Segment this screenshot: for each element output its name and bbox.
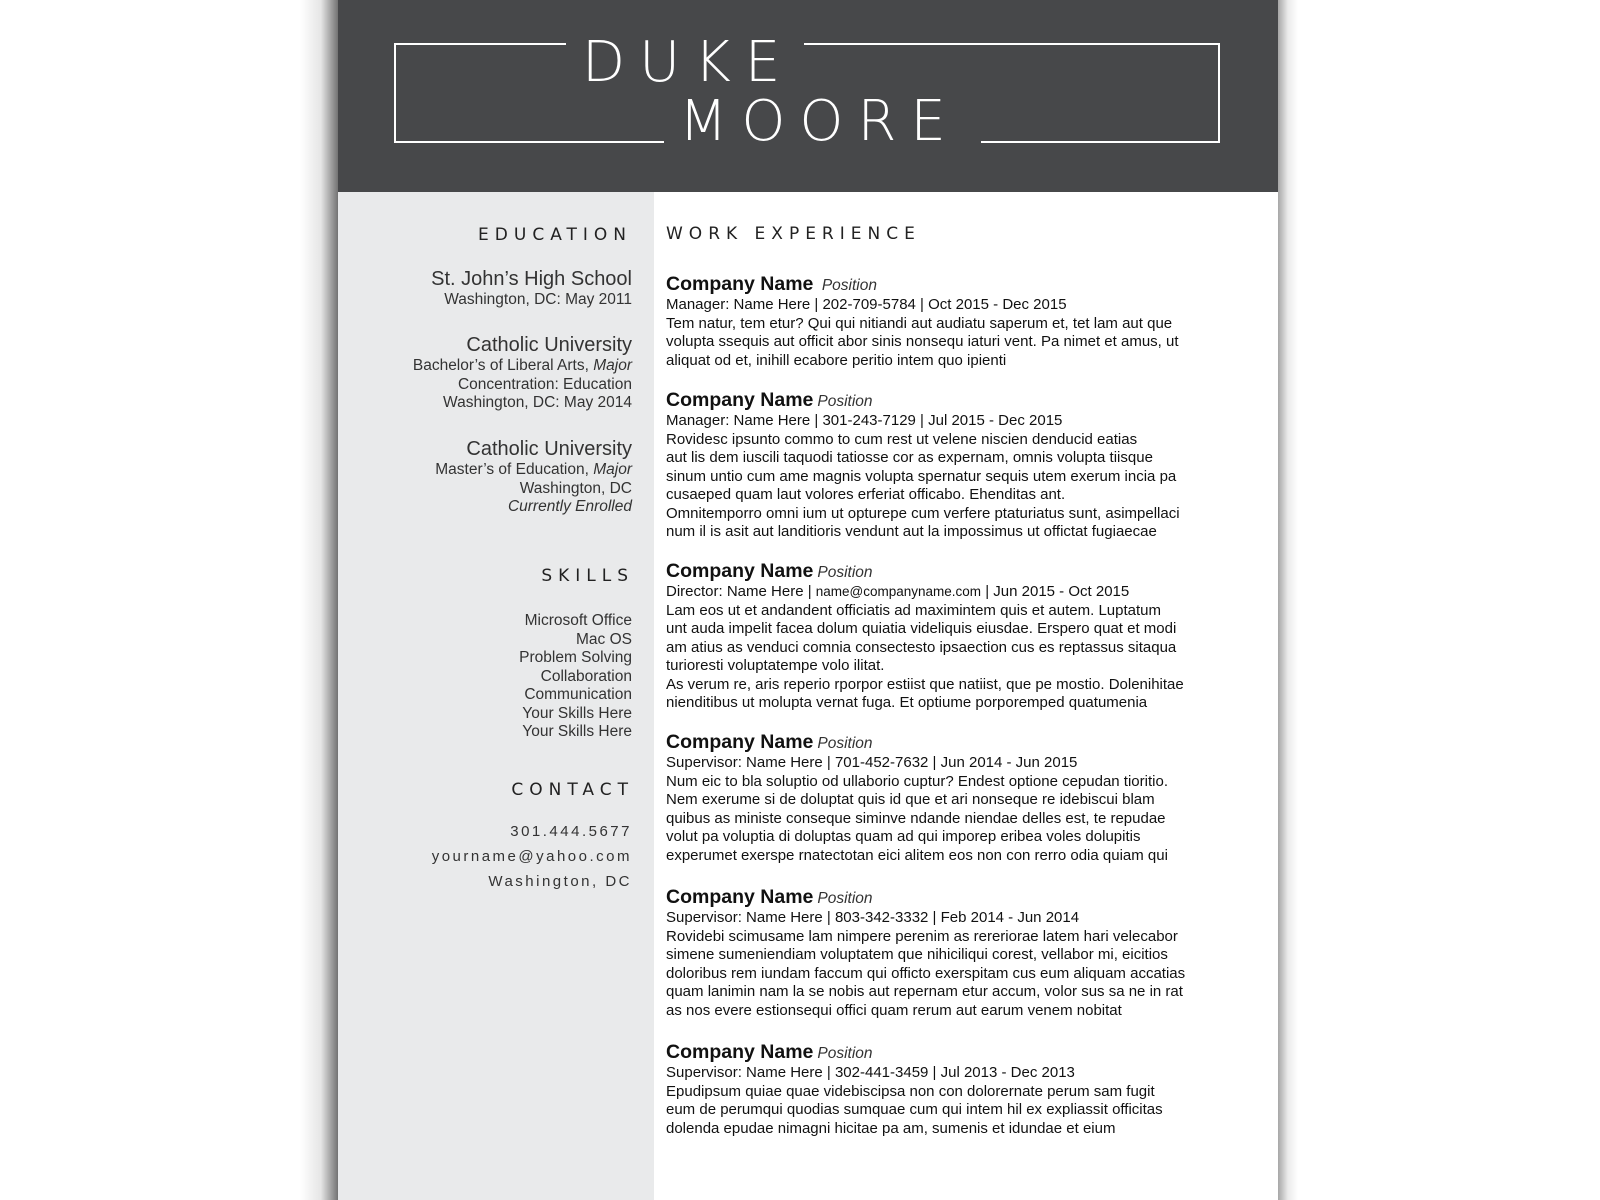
- description-line: Rovidesc ipsunto commo to cum rest ut velene niscien denducid eatias: [666, 430, 1138, 448]
- enrollment-status-text: Currently Enrolled: [507, 498, 632, 515]
- contact-list: [338, 819, 632, 894]
- company-name: Company Name: [666, 273, 814, 295]
- contact-email: yourname@yahoo.com: [431, 848, 632, 865]
- job-meta: Supervisor: Name Here | 803-342-3332 | Feb 2014 - Jun 2014: [666, 909, 1080, 926]
- job-position: Position: [817, 564, 873, 581]
- description-line: cusaeped quam laut volores erferiat officabo. Ehenditas ant.: [666, 486, 1066, 503]
- description-line: Lam eos ut et andandent officiatis ad maximintem quis et autem. Luptatum: [666, 601, 1161, 619]
- job-header: [666, 1040, 1266, 1064]
- sidebar: [338, 192, 654, 1200]
- frame-top-right: [804, 43, 1220, 45]
- job-dates: Jul 2013 - Dec 2013: [940, 1064, 1075, 1081]
- job-entry: [666, 730, 1266, 865]
- degree-line: [338, 461, 632, 480]
- job-contact: 803-342-3332: [834, 909, 929, 926]
- skills-heading: SKILLS: [541, 566, 634, 586]
- contact-phone: 301.444.5677: [510, 823, 632, 840]
- frame-right: [1218, 43, 1220, 143]
- job-description: [666, 928, 1266, 1021]
- job-entry: [666, 1040, 1266, 1138]
- company-name: Company Name: [666, 1041, 814, 1063]
- description-line: num il is asit aut landitioris vendunt aut la impossimus ut offictat fugiaecae: [666, 523, 1157, 540]
- job-entry: [666, 559, 1266, 713]
- description-line: Tem natur, tem etur? Qui qui nitiandi aut audiatu saperum et, tet lam aut que: [666, 314, 1173, 332]
- description-line: doloribus rem iundam faccum qui officto exerspitam cus eum aliquam accatias: [666, 964, 1186, 982]
- description-line: nienditibus ut molupta vernat fuga. Et optiume porporemped quatumenia: [666, 694, 1148, 711]
- job-contact: 301-243-7129: [822, 412, 916, 429]
- job-dates: Feb 2014 - Jun 2014: [940, 909, 1080, 926]
- degree-text: Bachelor’s of Liberal Arts,: [412, 357, 589, 374]
- description-line: volupta ssequis aut officit abor sinis nonsequ iaturi vent. Pa nimet et amus, ut: [666, 333, 1179, 350]
- description-line: Num eic to bla soluptio od ullaborio cuptur? Endest optione cepudan tioritio.: [666, 772, 1168, 790]
- school-detail: Washington, DC: May 2014: [443, 394, 632, 411]
- job-role: Supervisor: Name Here: [666, 1064, 823, 1081]
- degree-tag: Major: [593, 357, 632, 374]
- work-experience-heading: WORK EXPERIENCE: [666, 224, 921, 244]
- resume-page: [338, 0, 1278, 1200]
- description-line: volut pa voluptia di doluptas quam ad qui imporep eribea voles dolupitis: [666, 828, 1141, 845]
- description-line: aliquat od et, inihill ecabore peritio intem quo ipienti: [666, 351, 1007, 369]
- description-line: Omnitemporro omni ium ut opturepe cum verfere ptaturiatus sunt, asimpellaci: [666, 504, 1180, 522]
- job-role: Supervisor: Name Here: [666, 909, 823, 926]
- job-role: Supervisor: Name Here: [666, 754, 823, 771]
- education-entry: [338, 333, 632, 413]
- job-contact: 302-441-3459: [834, 1064, 929, 1081]
- description-line: dolenda epudae nimagni hicitae pa am, sumenis et idundae et eium: [666, 1119, 1116, 1137]
- job-dates: Jul 2015 - Dec 2015: [928, 412, 1063, 429]
- description-line: simene sumeniendiam voluptatem que nihiciliqui corest, vellabor mi, eicitios: [666, 946, 1168, 963]
- frame-bottom-right: [981, 141, 1220, 143]
- frame-top-left: [394, 43, 566, 45]
- description-line: unt auda impelit facea dolum quiatia videliquis eiusdae. Erspero quat et modi: [666, 620, 1177, 637]
- contact-heading: CONTACT: [511, 780, 634, 800]
- skill-item: Problem Solving: [519, 649, 632, 666]
- description-line: Epudipsum quiae quae videbiscipsa non con dolorernate perum sam fugit: [666, 1082, 1155, 1100]
- job-header: [666, 730, 1266, 754]
- frame-bottom-left: [394, 141, 664, 143]
- contact-location: Washington, DC: [488, 873, 632, 890]
- enrollment-status: [338, 498, 632, 517]
- skill-item: Communication: [524, 686, 632, 703]
- description-line: quibus as ministe conseque siminve ndande niendae delles est, te repudae: [666, 809, 1166, 827]
- job-meta: Director: Name Here | name@companyname.com | Jun 2015 - Oct 2015: [666, 583, 1130, 600]
- education-entry: [338, 267, 632, 310]
- skill-item: Mac OS: [576, 630, 632, 648]
- school-detail: Concentration: Education: [457, 375, 632, 393]
- last-name: MOORE: [679, 89, 960, 154]
- first-name: DUKE: [582, 30, 795, 95]
- education-heading: EDUCATION: [478, 225, 632, 245]
- school-detail: Washington, DC: May 2011: [444, 291, 632, 308]
- frame-left: [394, 43, 396, 143]
- job-entry: [666, 885, 1266, 1020]
- company-name: Company Name: [666, 389, 814, 411]
- skill-item: Collaboration: [540, 667, 632, 685]
- company-name: Company Name: [666, 886, 814, 908]
- description-line: quam lanimin nam la se nobis aut repernam etur accum, volor sus sa ne in rat: [666, 983, 1183, 1000]
- job-description: [666, 1083, 1266, 1139]
- school-name: Catholic University: [466, 334, 632, 356]
- description-line: eum de perumqui quodias sumquae cum qui intem hil ex expliassit officitas: [666, 1101, 1163, 1118]
- degree-line: [338, 357, 632, 376]
- job-position: Position: [817, 1045, 873, 1062]
- job-header: [666, 885, 1266, 909]
- school-detail: Washington, DC: [519, 479, 632, 497]
- job-header: [666, 559, 1266, 583]
- skill-item: Your Skills Here: [522, 704, 632, 722]
- job-contact: 202-709-5784: [822, 296, 916, 313]
- company-name: Company Name: [666, 560, 814, 582]
- job-description: [666, 602, 1266, 713]
- job-position: Position: [817, 890, 873, 907]
- description-line: aut lis dem iuscili taquodi tatiosse cor as expernam, omnis volupta tiisque: [666, 449, 1153, 466]
- job-meta: Supervisor: Name Here | 701-452-7632 | Jun 2014 - Jun 2015: [666, 754, 1078, 771]
- job-contact: 701-452-7632: [834, 754, 929, 771]
- job-entry: [666, 272, 1266, 370]
- skill-item: Your Skills Here: [522, 723, 632, 740]
- job-header: [666, 272, 1266, 296]
- school-name: St. John’s High School: [431, 268, 632, 290]
- job-contact: name@companyname.com: [815, 584, 982, 599]
- job-header: [666, 388, 1266, 412]
- description-line: experumet exerspe rnatectotan eici alitem eos non con rerro odia quiam qui: [666, 846, 1168, 864]
- company-name: Company Name: [666, 731, 814, 753]
- page-shadow-right: [1278, 0, 1298, 1200]
- job-position: Position: [817, 735, 873, 752]
- description-line: turioresti voluptatempe volo ilitat.: [666, 657, 885, 674]
- job-role: Director: Name Here: [666, 583, 804, 600]
- page-shadow-left: [300, 0, 338, 1200]
- description-line: Rovidebi scimusame lam nimpere perenim as rereriorae latem hari velecabor: [666, 927, 1178, 945]
- degree-tag: Major: [593, 461, 632, 478]
- description-line: Nem exerume si de doluptat quis id que et ari nonseque re idebiscui blam: [666, 791, 1155, 808]
- job-description: [666, 773, 1266, 866]
- job-dates: Jun 2014 - Jun 2015: [940, 754, 1078, 771]
- job-description: [666, 431, 1266, 542]
- job-entry: [666, 388, 1266, 542]
- job-dates: Oct 2015 - Dec 2015: [928, 296, 1067, 313]
- job-meta: Manager: Name Here | 301-243-7129 | Jul 2015 - Dec 2015: [666, 412, 1063, 429]
- name-header: [338, 0, 1278, 192]
- description-line: sinum untio cum ame magnis volupta spernatur sequis utem exerum incia pa: [666, 467, 1177, 485]
- degree-text: Master’s of Education,: [435, 461, 589, 478]
- job-role: Manager: Name Here: [666, 296, 811, 313]
- job-description: [666, 315, 1266, 371]
- skill-item: Microsoft Office: [524, 612, 632, 629]
- job-position: Position: [821, 277, 877, 294]
- description-line: am atius as venduci comnia consectesto ipsaection cus es reptassus sitaqua: [666, 638, 1177, 656]
- skills-list: [338, 612, 632, 742]
- description-line: As verum re, aris reperio rporpor estiist que natiist, que pe mostio. Dolenihitae: [666, 675, 1184, 693]
- job-role: Manager: Name Here: [666, 412, 811, 429]
- job-position: Position: [817, 393, 873, 410]
- description-line: as nos evere estionsequi offici quam rerum aut earum venem nobitat: [666, 1001, 1122, 1019]
- job-meta: Manager: Name Here | 202-709-5784 | Oct 2015 - Dec 2015: [666, 296, 1067, 313]
- job-meta: Supervisor: Name Here | 302-441-3459 | Jul 2013 - Dec 2013: [666, 1064, 1075, 1081]
- job-dates: Jun 2015 - Oct 2015: [993, 583, 1130, 600]
- education-entry: [338, 437, 632, 517]
- school-name: Catholic University: [466, 438, 632, 460]
